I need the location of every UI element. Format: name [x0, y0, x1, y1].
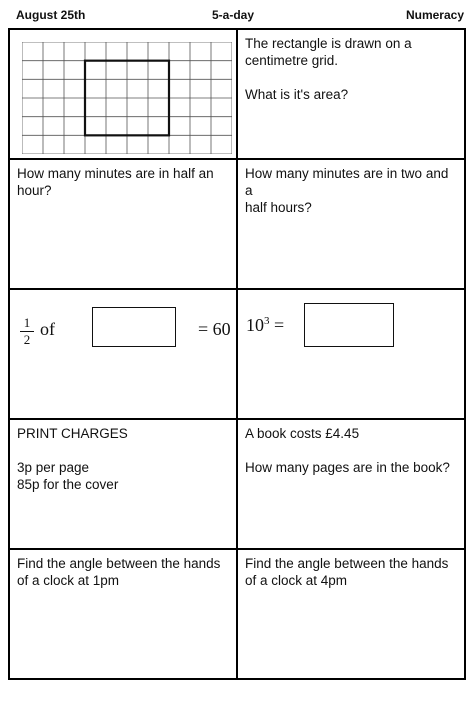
header	[0, 0, 474, 28]
cell-clock-1pm-question	[9, 549, 237, 679]
q1-line2: centimetre grid.	[245, 53, 339, 68]
header-subject: Numeracy	[405, 8, 464, 22]
equals-sixty: = 60	[198, 319, 231, 339]
q3-line1: How many minutes are in two and a	[245, 166, 449, 198]
cell-two-half-hours-question	[237, 159, 465, 289]
header-title: 5-a-day	[212, 8, 255, 22]
q8-line1: Find the angle between the hands	[17, 556, 221, 571]
q7-line2: How many pages are in the book?	[245, 460, 450, 475]
q7-line1: A book costs £4.45	[245, 426, 360, 441]
q2-line1: How many minutes are in half an	[17, 166, 214, 181]
fraction-half	[20, 316, 34, 347]
power-expression	[246, 315, 284, 336]
fraction-numerator: 1	[23, 315, 31, 330]
worksheet-table	[8, 28, 466, 680]
q6-line1: PRINT CHARGES	[17, 426, 128, 441]
q3-line2: half hours?	[245, 200, 312, 215]
q6-line2: 3p per page	[17, 460, 90, 475]
q9-line2: of a clock at 4pm	[245, 573, 348, 588]
q8-line2: of a clock at 1pm	[17, 573, 120, 588]
cell-area-question	[237, 29, 465, 159]
cell-grid-figure	[9, 29, 237, 159]
cell-half-hour-question	[9, 159, 237, 289]
power-exponent: 3	[264, 315, 270, 327]
cell-book-cost-question	[237, 419, 465, 549]
cell-fraction-question	[9, 289, 237, 419]
answer-box-fraction[interactable]	[92, 307, 176, 347]
centimetre-grid	[22, 42, 232, 154]
answer-box-power[interactable]	[304, 303, 394, 347]
power-equals: =	[274, 315, 285, 335]
cell-power-question	[237, 289, 465, 419]
q1-line3: What is it's area?	[245, 87, 349, 102]
header-date: August 25th	[16, 8, 86, 22]
cell-print-charges	[9, 419, 237, 549]
q1-line1: The rectangle is drawn on a	[245, 36, 412, 51]
q6-line3: 85p for the cover	[17, 477, 119, 492]
of-label: of	[40, 319, 55, 339]
q2-line2: hour?	[17, 183, 52, 198]
cell-clock-4pm-question	[237, 549, 465, 679]
fraction-denominator: 2	[23, 332, 31, 347]
q9-line1: Find the angle between the hands	[245, 556, 449, 571]
power-base: 10	[246, 315, 264, 335]
